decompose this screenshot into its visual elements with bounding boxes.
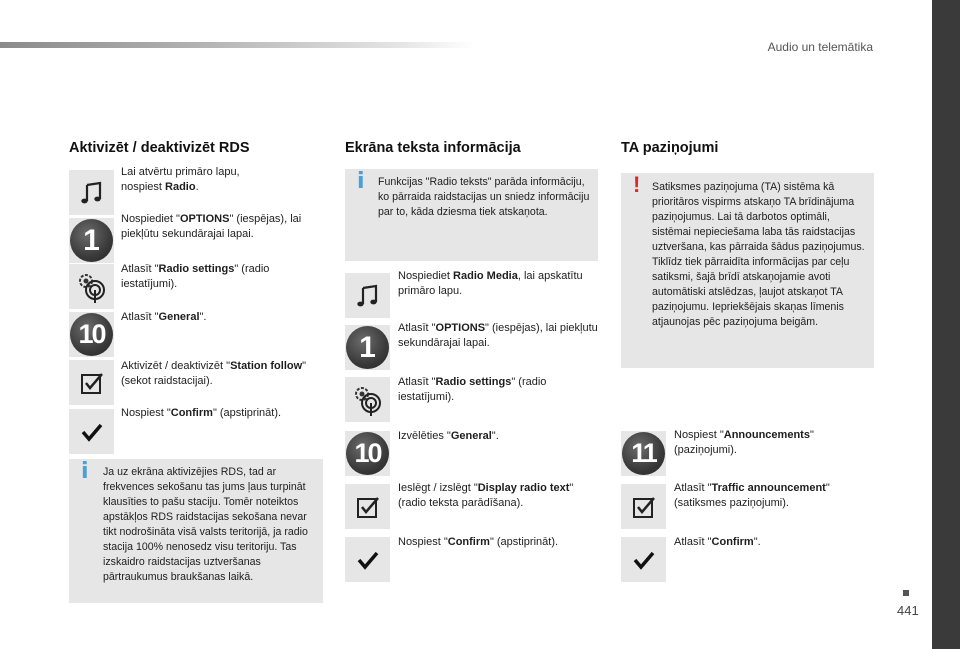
music-note-icon (69, 170, 114, 215)
col2-step2-text: Atlasīt "OPTIONS" (iespējas), lai piekļutu sekundārajai lapai. (398, 322, 598, 349)
col1-heading: Aktivizēt / deaktivizēt RDS (69, 140, 250, 156)
page-number: 441 (897, 603, 919, 618)
col1-step6-text: Nospiest "Confirm" (apstiprināt). (121, 407, 282, 419)
col3-heading: TA paziņojumi (621, 140, 719, 156)
section-title: Audio un telemātika (767, 40, 873, 54)
col1-step4-text: Atlasīt "General". (121, 311, 207, 323)
col2-step6-text: Nospiest "Confirm" (apstiprināt). (398, 536, 559, 548)
col2-info-note: i Funkcijas "Radio teksts" parāda informāciju, ko pārraida raidstacijas un sniedz informāciju par to, kāda dziesma tiek atskaņota. (345, 169, 598, 261)
col2-heading: Ekrāna teksta informācija (345, 140, 521, 156)
checkbox-icon (621, 484, 666, 529)
col3-step1-text: Nospiest "Announcements" (paziņojumi). (674, 429, 814, 456)
number-10-badge: 10 (345, 431, 390, 476)
col1-step1-text: Lai atvērtu primāro lapu, nospiest Radio. (121, 166, 240, 193)
col2-step5-text: Ieslēgt / izslēgt "Display radio text" (radio teksta parādīšana). (398, 482, 574, 509)
checkbox-icon (69, 360, 114, 405)
col3-warning-note: ! Satiksmes paziņojuma (TA) sistēma kā prioritāros vispirms atskaņo TA brīdinājuma paziņojumus. Lai tā darbotos optimāli, sistēmai nepieciešama laba tās raidstacijas uztveršana, kas pārraida šādus paziņojumus. Tiklīdz tiek pārraidīta informācijas par ceļu satiksmi, šajā brīdī atskaņojamie avoti automātiski atslēdzas, ļaujot atskaņot TA paziņojumu. Iepriekšējais skaņas līmenis atjaunojas pēc paziņojuma beigām. (621, 173, 874, 368)
checkbox-icon (345, 484, 390, 529)
col3-step2-text: Atlasīt "Traffic announcement" (satiksmes paziņojumi). (674, 482, 830, 509)
number-10-badge: 10 (69, 312, 114, 357)
col1-step3-text: Atlasīt "Radio settings" (radio iestatījumi). (121, 263, 270, 290)
page-marker (903, 590, 909, 596)
col2-step3-text: Atlasīt "Radio settings" (radio iestatījumi). (398, 376, 547, 403)
info-icon: i (81, 459, 89, 484)
music-note-icon (345, 273, 390, 318)
side-tab (932, 0, 960, 649)
col3-step3-text: Atlasīt "Confirm". (674, 536, 761, 548)
info-icon: i (357, 169, 365, 194)
checkmark-icon (345, 537, 390, 582)
header-gradient-bar (0, 42, 475, 48)
col2-step4-text: Izvēlēties "General". (398, 430, 499, 442)
col1-info-note: i Ja uz ekrāna aktivizējies RDS, tad ar frekvences sekošanu tas jums ļaus turpināt klausīties to pašu staciju. Tomēr noteiktos apstākļos RDS raidstacijas sekošana nevar tikt nodrošināta visā valsts teritorijā, ja radio stacija 100% nenosedz visu teritoriju. Tas izskaidro raidstacijas uztveršanas pārtraukumus braukšanas laikā. (69, 459, 323, 603)
settings-antenna-icon (345, 377, 390, 422)
number-11-badge: 11 (621, 431, 666, 476)
number-1-badge: 1 (345, 325, 390, 370)
checkmark-icon (621, 537, 666, 582)
checkmark-icon (69, 409, 114, 454)
settings-antenna-icon (69, 264, 114, 309)
number-1-badge: 1 (69, 218, 114, 263)
col2-step1-text: Nospiediet Radio Media, lai apskatītu primāro lapu. (398, 270, 583, 297)
warning-icon: ! (633, 172, 641, 197)
col1-step2-text: Nospiediet "OPTIONS" (iespējas), lai piekļūtu sekundārajai lapai. (121, 213, 302, 240)
col1-step5-text: Aktivizēt / deaktivizēt "Station follow" (sekot raidstacijai). (121, 360, 307, 387)
